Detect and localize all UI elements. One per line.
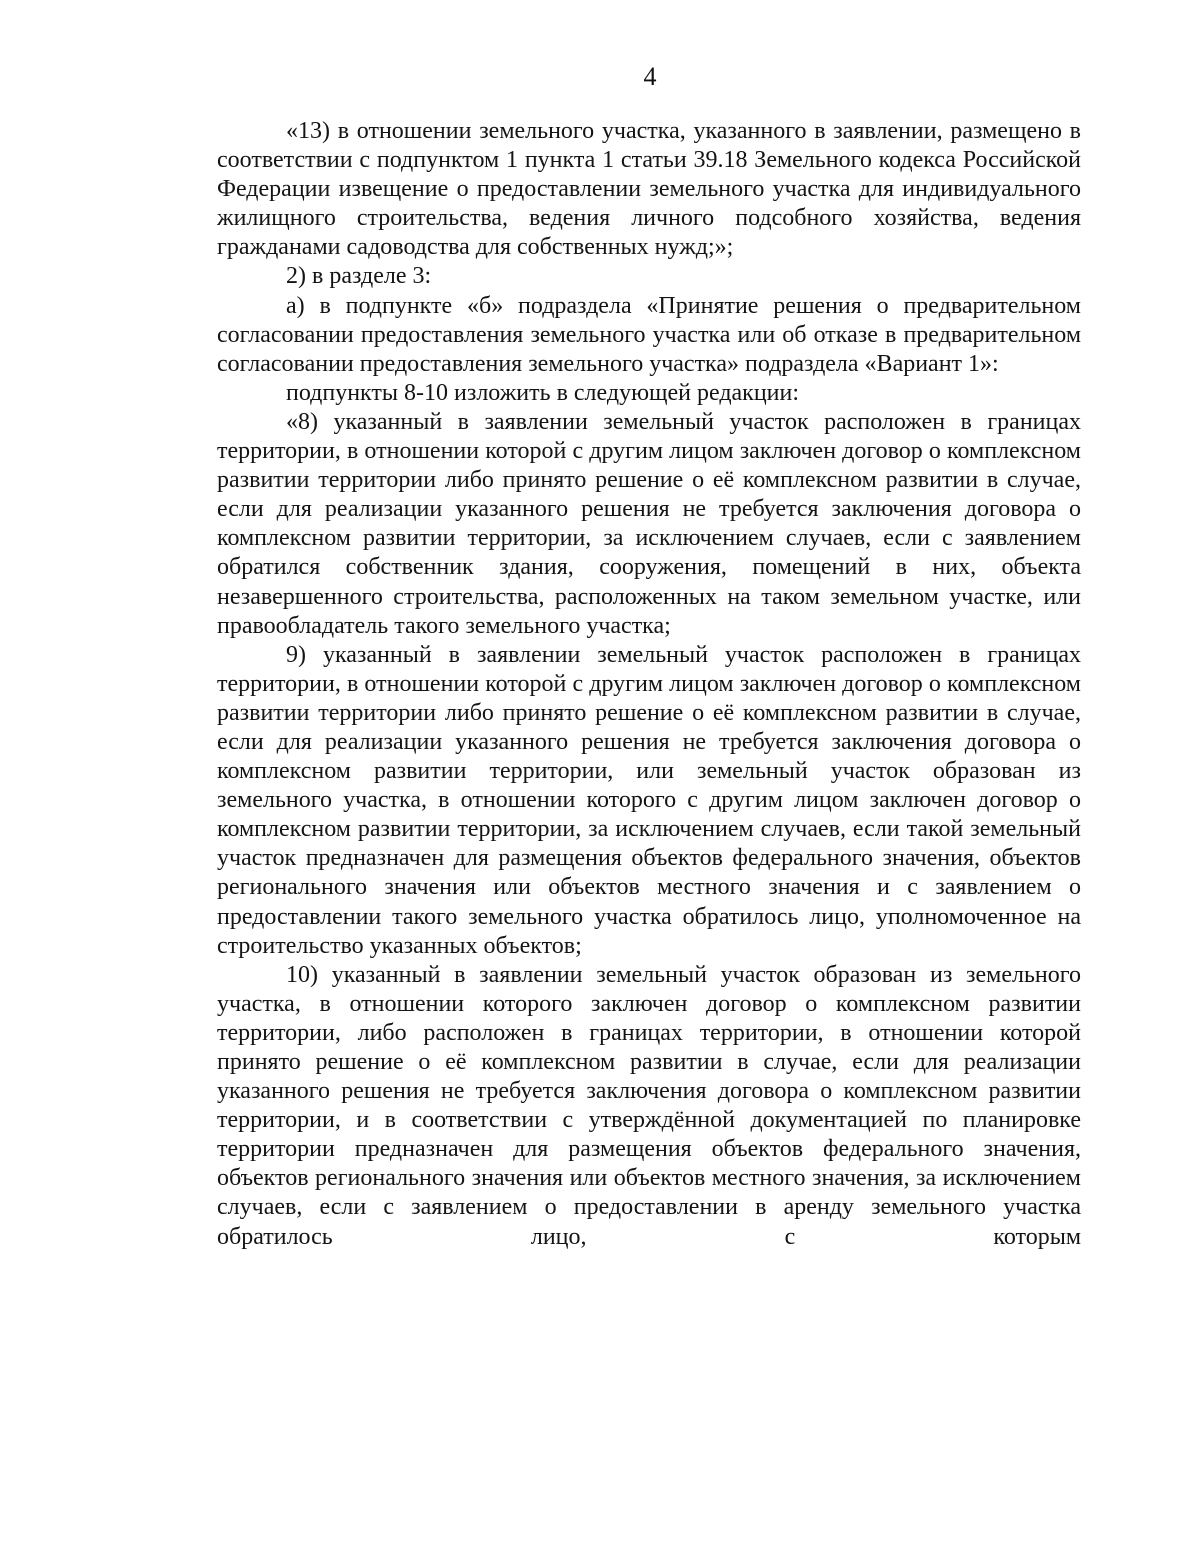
document-body <box>217 117 1081 1252</box>
paragraph-item-9: 9) указанный в заявлении земельный участок расположен в границах территории, в отношении которой с другим лицом заключен договор о комплексном развитии территории либо принято решение о её комплексном развитии в случае, если для реализации указанного решения не требуется заключения договора о комплексном развитии территории, или земельный участок образован из земельного участка, в отношении которого с другим лицом заключен договор о комплексном развитии территории, за исключением случаев, если такой земельный участок предназначен для размещения объектов федерального значения, объектов регионального значения или объектов местного значения и с заявлением о предоставлении такого земельного участка обратилось лицо, уполномоченное на строительство указанных объектов; <box>217 641 1081 959</box>
paragraph-item-8: «8) указанный в заявлении земельный участок расположен в границах территории, в отношении которой с другим лицом заключен договор о комплексном развитии территории либо принято решение о её комплексном развитии в случае, если для реализации указанного решения не требуется заключения договора о комплексном развитии территории, за исключением случаев, если с заявлением обратился собственник здания, сооружения, помещений в них, объекта незавершенного строительства, расположенных на таком земельном участке, или правообладатель такого земельного участка; <box>217 408 1081 639</box>
paragraph-subitem-a: а) в подпункте «б» подраздела «Принятие решения о предварительном согласовании предоставления земельного участка или об отказе в предварительном согласовании предоставления земельного участка» подраздела «Вариант 1»: <box>217 292 1081 377</box>
paragraph-section-3: 2) в разделе 3: <box>286 263 432 290</box>
paragraph-subitems-intro: подпункты 8-10 изложить в следующей редакции: <box>286 379 800 406</box>
paragraph-item-10: 10) указанный в заявлении земельный участок образован из земельного участка, в отношении которого заключен договор о комплексном развитии территории, либо расположен в границах территории, в отношении которой принято решение о её комплексном развитии в случае, если для реализации указанного решения не требуется заключения договора о комплексном развитии территории, и в соответствии с утверждённой документацией по планировке территории предназначен для размещения объектов федерального значения, объектов регионального значения или объектов местного значения, за исключением случаев, если с заявлением о предоставлении в аренду земельного участка обратилось лицо, с которым <box>217 961 1081 1250</box>
page-number: 4 <box>643 62 657 91</box>
paragraph-item-13: «13) в отношении земельного участка, указанного в заявлении, размещено в соответствии с подпунктом 1 пункта 1 статьи 39.18 Земельного кодекса Российской Федерации извещение о предоставлении земельного участка для индивидуального жилищного строительства, ведения личного подсобного хозяйства, ведения гражданами садоводства для собственных нужд;»; <box>217 118 1081 261</box>
